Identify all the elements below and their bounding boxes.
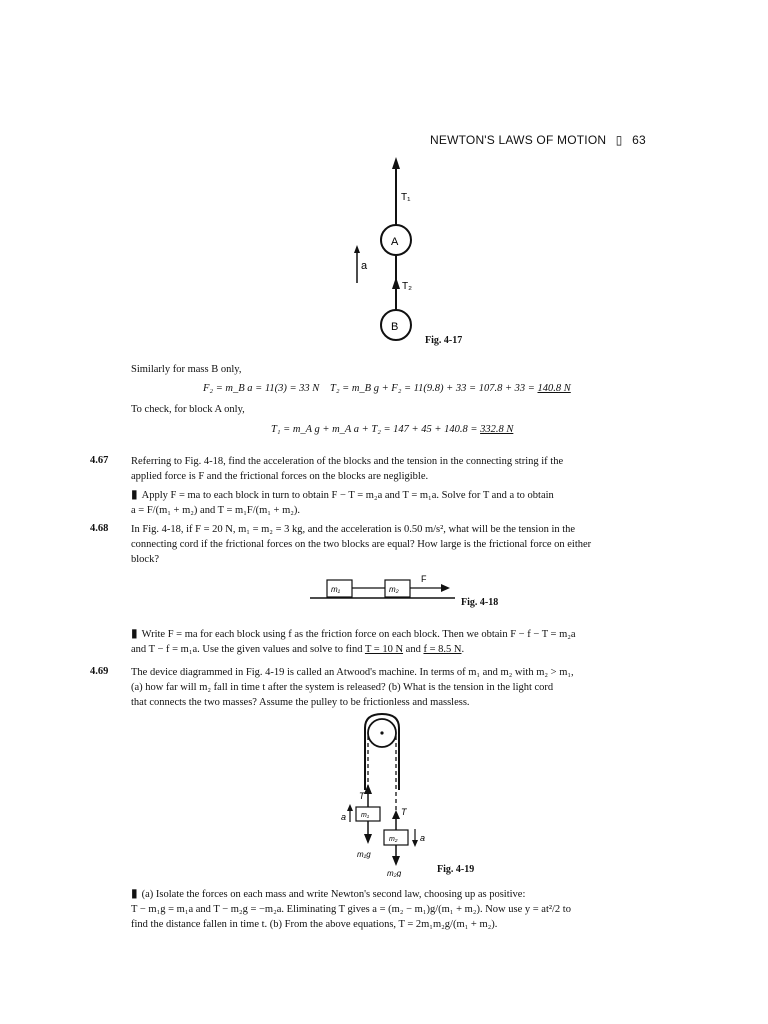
- accel-left-arrowhead: [347, 804, 353, 811]
- header-separator: ▯: [615, 133, 623, 147]
- tension-right-arrowhead: [392, 810, 400, 819]
- answer-friction: f = 8.5 N: [423, 644, 462, 655]
- accel-right-label: a: [420, 833, 426, 843]
- solution-4-69-line: find the distance fallen in time t. (b) From the above equations, T = 2m₁m₂g/(m₁ + m₂).: [131, 919, 498, 930]
- block-m2-label: m₂: [389, 585, 399, 594]
- figure-4-18: [305, 570, 465, 605]
- mass-a-label: A: [391, 236, 399, 248]
- weight-right-arrowhead: [392, 856, 400, 866]
- acceleration-label: a: [361, 260, 368, 272]
- solution-4-69-line: T − m₁g = m₁a and T − m₂g = −m₂a. Eliminating T gives a = (m₂ − m₁)g/(m₁ + m₂). Now use y = at²/2 to: [131, 904, 571, 915]
- t2-arrowhead: [392, 277, 400, 289]
- acceleration-arrowhead: [354, 245, 360, 253]
- mass-m2-label: m₂: [389, 836, 398, 843]
- solution-4-67-line: a = F/(m₁ + m₂) and T = m₁F/(m₁ + m₂).: [131, 505, 301, 516]
- solution-4-69: [131, 886, 571, 932]
- solution-4-69-line: (a) Isolate the forces on each mass and write Newton's second law, choosing up as positive:: [141, 889, 526, 900]
- figure-4-17: [340, 155, 480, 355]
- solution-marker: ▮: [131, 886, 138, 900]
- problem-number-4-68: 4.68: [90, 523, 109, 534]
- solution-4-67: [131, 487, 554, 518]
- tension-right-label: T: [401, 807, 407, 817]
- solution-4-68-end: .: [461, 644, 465, 655]
- equation-t1: [271, 424, 513, 435]
- running-header: [430, 133, 646, 147]
- mass-m1-label: m₁: [361, 812, 370, 819]
- problem-4-69-text: [131, 665, 574, 710]
- weight-left-arrowhead: [364, 834, 372, 844]
- force-label: F: [421, 574, 427, 584]
- mass-b-label: B: [391, 321, 399, 333]
- solution-4-68: [131, 626, 576, 657]
- equation-t2-answer: 140.8 N: [537, 383, 571, 394]
- answer-tension: T = 10 N: [364, 644, 404, 655]
- equation-t1-lead: T₁ = m_A g + m_A a + T₂ = 147 + 45 + 140.8 =: [271, 424, 481, 435]
- equation-t2-lead: T₂ = m_B g + F₂ = 11(9.8) + 33 = 107.8 + 33 =: [330, 383, 538, 394]
- running-title: NEWTON'S LAWS OF MOTION: [430, 133, 607, 147]
- solution-4-68-mid: and: [403, 644, 424, 655]
- problem-4-67-text: [131, 454, 563, 484]
- t1-label: T₁: [401, 192, 411, 203]
- equation-t1-answer: 332.8 N: [480, 424, 514, 435]
- solution-marker: ▮: [131, 487, 138, 501]
- intro-mass-b: Similarly for mass B only,: [131, 364, 242, 375]
- equation-t2: [330, 383, 571, 394]
- block-m1-label: m₁: [331, 585, 341, 594]
- problem-4-67-line: applied force is F and the frictional forces on the blocks are negligible.: [131, 471, 429, 482]
- solution-4-68-line: Write F = ma for each block using f as the friction force on each block. Then we obtain F − f − T = m₂a: [141, 629, 576, 640]
- pulley-axle: [380, 731, 383, 734]
- intro-check-a: To check, for block A only,: [131, 404, 245, 415]
- page-number: 63: [632, 133, 646, 147]
- tension-left-label: T: [359, 791, 365, 801]
- problem-4-69-line: (a) how far will m₂ fall in time t after the system is released? (b) What is the tension in the light cord: [131, 682, 554, 693]
- equation-f2: F₂ = m_B a = 11(3) = 33 N: [203, 383, 320, 394]
- solution-4-68-lead: and T − f = m₁a. Use the given values and solve to find: [131, 644, 365, 655]
- accel-left-label: a: [341, 812, 347, 822]
- solution-marker: ▮: [131, 626, 138, 640]
- t1-arrowhead: [392, 157, 400, 169]
- t2-label: T₂: [402, 281, 412, 292]
- figure-4-19: [325, 712, 435, 877]
- fig-4-19-caption: Fig. 4-19: [437, 864, 475, 875]
- problem-number-4-67: 4.67: [90, 455, 109, 466]
- weight-right-label: m₂g: [387, 869, 402, 877]
- problem-4-67-line: Referring to Fig. 4-18, find the acceleration of the blocks and the tension in the connecting string if the: [131, 456, 564, 467]
- problem-4-68-text: [131, 522, 591, 567]
- problem-4-69-line: that connects the two masses? Assume the pulley to be frictionless and massless.: [131, 697, 470, 708]
- solution-4-68-line: [131, 642, 576, 657]
- force-arrowhead: [441, 584, 450, 592]
- problem-4-68-line: connecting cord if the frictional forces on the two blocks are equal? How large is the frictional force on either: [131, 539, 592, 550]
- fig-4-17-caption: Fig. 4-17: [425, 335, 463, 346]
- weight-left-label: m₁g: [357, 850, 371, 859]
- problem-number-4-69: 4.69: [90, 666, 109, 677]
- solution-4-67-line: Apply F = ma to each block in turn to obtain F − T = m₂a and T = m₁a. Solve for T and a to obtain: [141, 490, 554, 501]
- problem-4-68-line: block?: [131, 554, 159, 565]
- problem-4-68-line: In Fig. 4-18, if F = 20 N, m₁ = m₂ = 3 kg, and the acceleration is 0.50 m/s², what will be the tension in the: [131, 524, 576, 535]
- problem-4-69-line: The device diagrammed in Fig. 4-19 is called an Atwood's machine. In terms of m₁ and m₂ with m₂ > m₁,: [131, 667, 574, 678]
- fig-4-18-caption: Fig. 4-18: [461, 597, 499, 608]
- accel-right-arrowhead: [412, 840, 418, 847]
